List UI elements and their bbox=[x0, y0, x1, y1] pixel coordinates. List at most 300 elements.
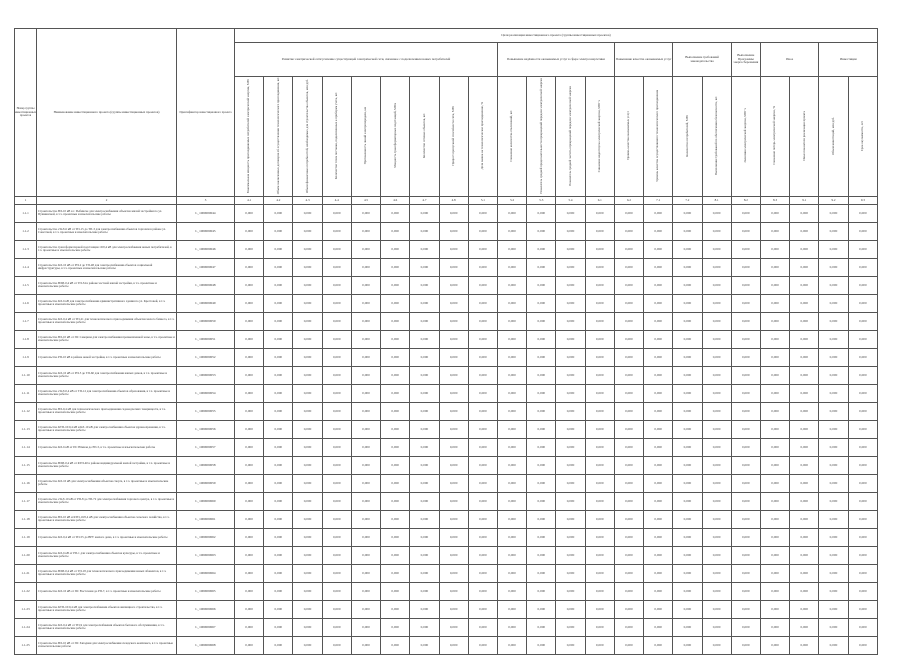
row-number-cell: 1.1.4 bbox=[15, 258, 37, 276]
indicator-value-cell: 0,000 bbox=[235, 456, 264, 474]
indicator-value-cell: 0,000 bbox=[790, 366, 819, 384]
indicator-value-cell: 0,000 bbox=[322, 564, 351, 582]
table-row bbox=[15, 348, 878, 366]
indicator-value-cell: 0,000 bbox=[410, 600, 439, 618]
indicator-value-cell: 0,000 bbox=[497, 384, 526, 402]
indicator-value-cell: 0,000 bbox=[673, 348, 702, 366]
indicator-value-cell: 0,000 bbox=[264, 330, 293, 348]
indicator-value-cell: 0,000 bbox=[614, 510, 643, 528]
indicator-value-cell: 0,000 bbox=[293, 492, 322, 510]
indicator-value-cell: 0,000 bbox=[760, 564, 789, 582]
indicator-value-cell: 0,000 bbox=[381, 384, 410, 402]
indicator-value-cell: 0,000 bbox=[731, 330, 760, 348]
indicator-value-cell: 0,000 bbox=[585, 456, 614, 474]
indicator-value-cell: 0,000 bbox=[410, 546, 439, 564]
column-number: 4.4 bbox=[322, 196, 351, 204]
indicator-value-cell: 0,000 bbox=[556, 276, 585, 294]
indicator-value-cell: 0,000 bbox=[644, 618, 673, 636]
column-number: 7.1 bbox=[644, 196, 673, 204]
project-id-cell: L_1000000050 bbox=[177, 312, 235, 330]
indicator-value-cell: 0,000 bbox=[790, 222, 819, 240]
indicator-value-cell: 0,000 bbox=[468, 384, 497, 402]
indicator-value-cell: 0,000 bbox=[556, 384, 585, 402]
indicator-value-cell: 0,000 bbox=[497, 204, 526, 222]
indicator-value-cell: 0,000 bbox=[790, 456, 819, 474]
indicator-value-cell: 0,000 bbox=[644, 564, 673, 582]
indicator-value-cell: 0,000 bbox=[468, 222, 497, 240]
table-row bbox=[15, 582, 878, 600]
goals-group-header: Цели реализации инвестиционного проекта (группы инвестиционных проектов) bbox=[235, 29, 878, 43]
indicator-value-cell: 0,000 bbox=[264, 456, 293, 474]
indicator-value-cell: 0,000 bbox=[527, 348, 556, 366]
indicator-value-cell: 0,000 bbox=[439, 312, 468, 330]
indicator-value-cell: 0,000 bbox=[614, 600, 643, 618]
indicator-value-cell: 0,000 bbox=[381, 402, 410, 420]
indicator-value-cell: 0,000 bbox=[293, 582, 322, 600]
goal-group-header: Повышение надёжности оказываемых услуг в сфере электроэнергетики bbox=[497, 43, 614, 77]
indicator-value-cell: 0,000 bbox=[644, 492, 673, 510]
indicator-value-cell: 0,000 bbox=[614, 384, 643, 402]
indicator-value-cell: 0,000 bbox=[644, 240, 673, 258]
row-number-cell: 1.1.7 bbox=[15, 312, 37, 330]
indicator-value-cell: 0,000 bbox=[614, 294, 643, 312]
row-number-cell: 1.1.9 bbox=[15, 348, 37, 366]
indicator-value-cell: 0,000 bbox=[673, 384, 702, 402]
indicator-value-cell: 0,000 bbox=[848, 600, 878, 618]
indicator-value-cell: 0,000 bbox=[848, 384, 878, 402]
indicator-value-cell: 0,000 bbox=[381, 294, 410, 312]
project-id-cell: L_1000000061 bbox=[177, 510, 235, 528]
indicator-value-cell: 0,000 bbox=[235, 294, 264, 312]
indicator-value-cell: 0,000 bbox=[848, 492, 878, 510]
indicator-value-cell: 0,000 bbox=[293, 240, 322, 258]
indicator-value-cell: 0,000 bbox=[381, 528, 410, 546]
indicator-value-cell: 0,000 bbox=[556, 528, 585, 546]
indicator-value-cell: 0,000 bbox=[439, 330, 468, 348]
indicator-value-cell: 0,000 bbox=[410, 582, 439, 600]
indicator-value-cell: 0,000 bbox=[322, 276, 351, 294]
indicator-value-cell: 0,000 bbox=[673, 240, 702, 258]
indicator-value-cell: 0,000 bbox=[381, 312, 410, 330]
indicator-column-label: Уровень качества осуществляемого технологического присоединения bbox=[655, 89, 660, 182]
indicator-column-label: Количество потребителей, МВт bbox=[684, 114, 689, 157]
indicator-value-cell: 0,000 bbox=[235, 420, 264, 438]
indicator-value-cell: 0,000 bbox=[644, 204, 673, 222]
column-number: 9.1 bbox=[790, 196, 819, 204]
indicator-value-cell: 0,000 bbox=[819, 492, 848, 510]
indicator-value-cell: 0,000 bbox=[351, 312, 380, 330]
indicator-value-cell: 0,000 bbox=[644, 636, 673, 654]
indicator-value-cell: 0,000 bbox=[614, 258, 643, 276]
indicator-value-cell: 0,000 bbox=[351, 546, 380, 564]
indicator-value-cell: 0,000 bbox=[468, 582, 497, 600]
indicator-value-cell: 0,000 bbox=[848, 348, 878, 366]
indicator-value-cell: 0,000 bbox=[468, 528, 497, 546]
indicator-value-cell: 0,000 bbox=[702, 564, 731, 582]
indicator-value-cell: 0,000 bbox=[293, 312, 322, 330]
indicator-value-cell: 0,000 bbox=[819, 330, 848, 348]
project-name-cell: Строительство 2 КЛ-10 кВ от РП-8 до ТП-72 для электроснабжения торгового центра, в т.ч. проектные и изыскательские работы bbox=[37, 492, 177, 510]
indicator-value-cell: 0,000 bbox=[556, 330, 585, 348]
project-name-cell: Строительство КЛ-6 кВ для электроснабжения административного здания по ул. Крестовой, в т.ч. проектные и изыскательские работы bbox=[37, 294, 177, 312]
indicator-value-cell: 0,000 bbox=[556, 402, 585, 420]
indicator-value-cell: 0,000 bbox=[235, 330, 264, 348]
indicator-value-cell: 0,000 bbox=[556, 618, 585, 636]
indicator-column-label: Объем заключенных договоров об осуществлении технологического присоединения, шт. bbox=[275, 77, 280, 195]
indicator-value-cell: 0,000 bbox=[497, 582, 526, 600]
indicator-value-cell: 0,000 bbox=[527, 312, 556, 330]
indicator-value-cell: 0,000 bbox=[235, 240, 264, 258]
indicator-value-cell: 0,000 bbox=[556, 240, 585, 258]
indicator-value-cell: 0,000 bbox=[819, 204, 848, 222]
indicator-value-cell: 0,000 bbox=[410, 492, 439, 510]
indicator-value-cell: 0,000 bbox=[702, 258, 731, 276]
indicator-value-cell: 0,000 bbox=[644, 276, 673, 294]
indicator-value-cell: 0,000 bbox=[293, 438, 322, 456]
indicator-value-cell: 0,000 bbox=[322, 636, 351, 654]
indicator-value-cell: 0,000 bbox=[848, 582, 878, 600]
project-id-cell: L_1000000065 bbox=[177, 582, 235, 600]
indicator-value-cell: 0,000 bbox=[848, 528, 878, 546]
indicator-value-cell: 0,000 bbox=[410, 528, 439, 546]
indicator-value-cell: 0,000 bbox=[235, 384, 264, 402]
indicator-value-cell: 0,000 bbox=[702, 348, 731, 366]
indicator-value-cell: 0,000 bbox=[410, 204, 439, 222]
project-name-cell: Строительство трансформаторной подстанции 10/0,4 кВ для электроснабжения новых потребителей, в т.ч. проектные и изыскательские работы bbox=[37, 240, 177, 258]
indicator-column-header bbox=[322, 77, 351, 197]
project-id-cell: L_1000000059 bbox=[177, 474, 235, 492]
indicator-value-cell: 0,000 bbox=[731, 258, 760, 276]
indicator-column-label: Мощность трансформаторных подстанций, МВА bbox=[392, 103, 397, 169]
indicator-value-cell: 0,000 bbox=[293, 330, 322, 348]
indicator-value-cell: 0,000 bbox=[819, 456, 848, 474]
indicator-value-cell: 0,000 bbox=[614, 222, 643, 240]
indicator-value-cell: 0,000 bbox=[585, 294, 614, 312]
indicator-value-cell: 0,000 bbox=[731, 240, 760, 258]
indicator-value-cell: 0,000 bbox=[235, 402, 264, 420]
indicator-value-cell: 0,000 bbox=[673, 510, 702, 528]
indicator-value-cell: 0,000 bbox=[585, 564, 614, 582]
indicator-value-cell: 0,000 bbox=[497, 636, 526, 654]
indicator-value-cell: 0,000 bbox=[673, 438, 702, 456]
indicator-value-cell: 0,000 bbox=[644, 294, 673, 312]
project-id-cell: L_1000000046 bbox=[177, 240, 235, 258]
indicator-value-cell: 0,000 bbox=[468, 600, 497, 618]
indicator-value-cell: 0,000 bbox=[556, 258, 585, 276]
indicator-value-cell: 0,000 bbox=[235, 510, 264, 528]
indicator-value-cell: 0,000 bbox=[673, 294, 702, 312]
indicator-value-cell: 0,000 bbox=[410, 240, 439, 258]
project-id-cell: L_1000000063 bbox=[177, 546, 235, 564]
indicator-value-cell: 0,000 bbox=[410, 420, 439, 438]
indicator-value-cell: 0,000 bbox=[264, 348, 293, 366]
goal-group-header: Развитие электрической сети/усиление существующей электрической сети, связанное с подключением новых потребителей bbox=[235, 43, 498, 77]
indicator-value-cell: 0,000 bbox=[702, 384, 731, 402]
indicator-value-cell: 0,000 bbox=[293, 510, 322, 528]
indicator-value-cell: 0,000 bbox=[819, 294, 848, 312]
indicator-value-cell: 0,000 bbox=[497, 276, 526, 294]
indicator-value-cell: 0,000 bbox=[790, 384, 819, 402]
column-number: 4.6 bbox=[381, 196, 410, 204]
indicator-value-cell: 0,000 bbox=[410, 510, 439, 528]
indicator-value-cell: 0,000 bbox=[614, 276, 643, 294]
indicator-value-cell: 0,000 bbox=[264, 294, 293, 312]
indicator-column-header bbox=[614, 77, 643, 197]
indicator-value-cell: 0,000 bbox=[293, 456, 322, 474]
indicator-value-cell: 0,000 bbox=[497, 420, 526, 438]
indicator-value-cell: 0,000 bbox=[497, 492, 526, 510]
indicator-value-cell: 0,000 bbox=[848, 258, 878, 276]
indicator-value-cell: 0,000 bbox=[731, 582, 760, 600]
indicator-value-cell: 0,000 bbox=[439, 438, 468, 456]
indicator-value-cell: 0,000 bbox=[556, 510, 585, 528]
indicator-value-cell: 0,000 bbox=[468, 420, 497, 438]
row-number-cell: 1.1.20 bbox=[15, 546, 37, 564]
indicator-value-cell: 0,000 bbox=[673, 600, 702, 618]
indicator-value-cell: 0,000 bbox=[322, 294, 351, 312]
indicator-value-cell: 0,000 bbox=[731, 528, 760, 546]
table-row bbox=[15, 384, 878, 402]
indicator-value-cell: 0,000 bbox=[585, 330, 614, 348]
table-row bbox=[15, 492, 878, 510]
indicator-value-cell: 0,000 bbox=[673, 564, 702, 582]
project-name-header: Наименование инвестиционного проекта (группы инвестиционных проектов) bbox=[37, 29, 177, 197]
indicator-value-cell: 0,000 bbox=[556, 438, 585, 456]
row-number-cell: 1.1.25 bbox=[15, 636, 37, 654]
row-number-cell: 1.1.17 bbox=[15, 492, 37, 510]
indicator-value-cell: 0,000 bbox=[497, 438, 526, 456]
indicator-value-cell: 0,000 bbox=[585, 420, 614, 438]
indicator-value-cell: 0,000 bbox=[410, 258, 439, 276]
indicator-value-cell: 0,000 bbox=[585, 618, 614, 636]
indicator-value-cell: 0,000 bbox=[614, 474, 643, 492]
indicator-value-cell: 0,000 bbox=[585, 600, 614, 618]
indicator-value-cell: 0,000 bbox=[351, 222, 380, 240]
indicator-column-header bbox=[673, 77, 702, 197]
indicator-value-cell: 0,000 bbox=[527, 384, 556, 402]
indicator-value-cell: 0,000 bbox=[497, 348, 526, 366]
indicator-value-cell: 0,000 bbox=[381, 582, 410, 600]
indicator-value-cell: 0,000 bbox=[293, 384, 322, 402]
indicator-value-cell: 0,000 bbox=[848, 510, 878, 528]
project-name-cell: Строительство КЛ-0,4 кВ от ТП-55 до ВРУ жилого дома, в т.ч. проектные и изыскательские работы bbox=[37, 528, 177, 546]
indicator-value-cell: 0,000 bbox=[351, 528, 380, 546]
indicator-value-cell: 0,000 bbox=[497, 456, 526, 474]
project-id-cell: L_1000000056 bbox=[177, 420, 235, 438]
row-number-header: Номер группы инвестиционных проектов bbox=[15, 29, 37, 197]
indicator-value-cell: 0,000 bbox=[702, 312, 731, 330]
indicator-value-cell: 0,000 bbox=[351, 294, 380, 312]
indicator-value-cell: 0,000 bbox=[585, 312, 614, 330]
indicator-value-cell: 0,000 bbox=[702, 366, 731, 384]
indicator-value-cell: 0,000 bbox=[381, 330, 410, 348]
indicator-value-cell: 0,000 bbox=[731, 312, 760, 330]
indicator-value-cell: 0,000 bbox=[760, 348, 789, 366]
indicator-value-cell: 0,000 bbox=[644, 546, 673, 564]
indicator-value-cell: 0,000 bbox=[702, 618, 731, 636]
indicator-value-cell: 0,000 bbox=[848, 240, 878, 258]
indicator-value-cell: 0,000 bbox=[235, 618, 264, 636]
indicator-value-cell: 0,000 bbox=[731, 492, 760, 510]
indicator-value-cell: 0,000 bbox=[614, 564, 643, 582]
indicator-value-cell: 0,000 bbox=[293, 618, 322, 636]
indicator-value-cell: 0,000 bbox=[322, 438, 351, 456]
indicator-value-cell: 0,000 bbox=[731, 474, 760, 492]
indicator-value-cell: 0,000 bbox=[673, 330, 702, 348]
table-row bbox=[15, 510, 878, 528]
indicator-value-cell: 0,000 bbox=[381, 600, 410, 618]
indicator-value-cell: 0,000 bbox=[673, 312, 702, 330]
indicator-value-cell: 0,000 bbox=[351, 384, 380, 402]
indicator-value-cell: 0,000 bbox=[731, 456, 760, 474]
indicator-value-cell: 0,000 bbox=[468, 474, 497, 492]
indicator-value-cell: 0,000 bbox=[585, 348, 614, 366]
indicator-value-cell: 0,000 bbox=[322, 528, 351, 546]
indicator-value-cell: 0,000 bbox=[673, 420, 702, 438]
project-id-cell: L_1000000048 bbox=[177, 276, 235, 294]
project-id-cell: L_1000000068 bbox=[177, 636, 235, 654]
project-id-cell: L_1000000055 bbox=[177, 402, 235, 420]
indicator-value-cell: 0,000 bbox=[819, 240, 848, 258]
indicator-value-cell: 0,000 bbox=[293, 636, 322, 654]
row-number-cell: 1.1.5 bbox=[15, 276, 37, 294]
indicator-value-cell: 0,000 bbox=[644, 456, 673, 474]
indicator-value-cell: 0,000 bbox=[527, 222, 556, 240]
indicator-value-cell: 0,000 bbox=[644, 366, 673, 384]
indicator-value-cell: 0,000 bbox=[381, 366, 410, 384]
indicator-value-cell: 0,000 bbox=[848, 366, 878, 384]
indicator-value-cell: 0,000 bbox=[556, 564, 585, 582]
project-id-cell: L_1000000058 bbox=[177, 456, 235, 474]
indicator-value-cell: 0,000 bbox=[760, 384, 789, 402]
indicator-value-cell: 0,000 bbox=[556, 636, 585, 654]
indicator-value-cell: 0,000 bbox=[848, 474, 878, 492]
project-name-cell: Строительство КЛ-10 кВ от РП-5 до ТП-60 для электроснабжения жилых домов, в т.ч. проектные и изыскательские работы bbox=[37, 366, 177, 384]
project-id-header: Идентификатор инвестиционного проекта bbox=[177, 29, 235, 197]
indicator-value-cell: 0,000 bbox=[644, 582, 673, 600]
indicator-value-cell: 0,000 bbox=[293, 528, 322, 546]
indicator-value-cell: 0,000 bbox=[381, 420, 410, 438]
row-number-cell: 1.1.12 bbox=[15, 402, 37, 420]
indicator-value-cell: 0,000 bbox=[439, 420, 468, 438]
indicator-value-cell: 0,000 bbox=[614, 528, 643, 546]
indicator-value-cell: 0,000 bbox=[527, 420, 556, 438]
indicator-value-cell: 0,000 bbox=[264, 312, 293, 330]
indicator-value-cell: 0,000 bbox=[235, 600, 264, 618]
indicator-value-cell: 0,000 bbox=[322, 366, 351, 384]
indicator-value-cell: 0,000 bbox=[264, 366, 293, 384]
indicator-value-cell: 0,000 bbox=[760, 402, 789, 420]
indicator-value-cell: 0,000 bbox=[702, 546, 731, 564]
indicator-value-cell: 0,000 bbox=[439, 618, 468, 636]
indicator-value-cell: 0,000 bbox=[819, 276, 848, 294]
indicator-value-cell: 0,000 bbox=[790, 474, 819, 492]
project-name-cell: Строительство ВЛ-10 кВ и КТП-10/0,4 кВ для электроснабжения объектов сельского хозяйства, в т.ч. проектные и изыскательские работы bbox=[37, 510, 177, 528]
indicator-value-cell: 0,000 bbox=[760, 474, 789, 492]
indicator-value-cell: 0,000 bbox=[731, 204, 760, 222]
indicator-value-cell: 0,000 bbox=[322, 420, 351, 438]
project-name-cell: Строительство КЛ-6 кВ от РП-1 для электроснабжения объектов культуры, в т.ч. проектные и изыскательские работы bbox=[37, 546, 177, 564]
indicator-value-cell: 0,000 bbox=[468, 618, 497, 636]
project-id-cell: L_1000000053 bbox=[177, 366, 235, 384]
row-number-cell: 1.1.2 bbox=[15, 222, 37, 240]
indicator-value-cell: 0,000 bbox=[790, 330, 819, 348]
indicator-value-cell: 0,000 bbox=[819, 474, 848, 492]
indicator-value-cell: 0,000 bbox=[673, 366, 702, 384]
column-number: 4.3 bbox=[293, 196, 322, 204]
indicator-value-cell: 0,000 bbox=[468, 492, 497, 510]
indicator-value-cell: 0,000 bbox=[322, 474, 351, 492]
indicator-value-cell: 0,000 bbox=[585, 492, 614, 510]
indicator-value-cell: 0,000 bbox=[819, 348, 848, 366]
indicator-value-cell: 0,000 bbox=[293, 600, 322, 618]
indicator-value-cell: 0,000 bbox=[527, 258, 556, 276]
column-number: 5.3 bbox=[527, 196, 556, 204]
indicator-value-cell: 0,000 bbox=[644, 402, 673, 420]
indicator-value-cell: 0,000 bbox=[410, 618, 439, 636]
indicator-value-cell: 0,000 bbox=[760, 510, 789, 528]
table-row bbox=[15, 402, 878, 420]
table-row bbox=[15, 294, 878, 312]
project-id-cell: L_1000000049 bbox=[177, 294, 235, 312]
indicator-value-cell: 0,000 bbox=[819, 222, 848, 240]
indicator-value-cell: 0,000 bbox=[790, 294, 819, 312]
indicator-value-cell: 0,000 bbox=[264, 510, 293, 528]
indicator-value-cell: 0,000 bbox=[644, 438, 673, 456]
column-number: 4.1 bbox=[235, 196, 264, 204]
indicator-value-cell: 0,000 bbox=[527, 636, 556, 654]
row-number-cell: 1.1.10 bbox=[15, 366, 37, 384]
indicator-value-cell: 0,000 bbox=[235, 222, 264, 240]
indicator-value-cell: 0,000 bbox=[322, 258, 351, 276]
indicator-value-cell: 0,000 bbox=[235, 474, 264, 492]
indicator-value-cell: 0,000 bbox=[556, 474, 585, 492]
indicator-value-cell: 0,000 bbox=[848, 222, 878, 240]
indicator-value-cell: 0,000 bbox=[322, 312, 351, 330]
indicator-value-cell: 0,000 bbox=[702, 474, 731, 492]
indicator-value-cell: 0,000 bbox=[848, 618, 878, 636]
indicator-value-cell: 0,000 bbox=[731, 348, 760, 366]
indicator-value-cell: 0,000 bbox=[527, 528, 556, 546]
indicator-value-cell: 0,000 bbox=[527, 474, 556, 492]
indicator-value-cell: 0,000 bbox=[351, 240, 380, 258]
indicator-value-cell: 0,000 bbox=[410, 402, 439, 420]
indicator-value-cell: 0,000 bbox=[702, 492, 731, 510]
indicator-value-cell: 0,000 bbox=[497, 546, 526, 564]
indicator-value-cell: 0,000 bbox=[819, 312, 848, 330]
indicator-value-cell: 0,000 bbox=[527, 546, 556, 564]
indicator-value-cell: 0,000 bbox=[614, 348, 643, 366]
indicator-value-cell: 0,000 bbox=[644, 420, 673, 438]
indicator-value-cell: 0,000 bbox=[381, 276, 410, 294]
indicator-value-cell: 0,000 bbox=[410, 456, 439, 474]
indicator-value-cell: 0,000 bbox=[381, 348, 410, 366]
indicator-value-cell: 0,000 bbox=[264, 618, 293, 636]
indicator-value-cell: 0,000 bbox=[381, 510, 410, 528]
indicator-value-cell: 0,000 bbox=[322, 240, 351, 258]
indicator-value-cell: 0,000 bbox=[585, 474, 614, 492]
indicator-value-cell: 0,000 bbox=[439, 564, 468, 582]
indicator-value-cell: 0,000 bbox=[790, 564, 819, 582]
indicator-value-cell: 0,000 bbox=[468, 240, 497, 258]
indicator-value-cell: 0,000 bbox=[790, 546, 819, 564]
indicator-value-cell: 0,000 bbox=[439, 402, 468, 420]
indicator-value-cell: 0,000 bbox=[439, 294, 468, 312]
indicator-value-cell: 0,000 bbox=[497, 330, 526, 348]
indicator-column-header bbox=[731, 77, 760, 197]
indicator-value-cell: 0,000 bbox=[410, 222, 439, 240]
indicator-value-cell: 0,000 bbox=[264, 582, 293, 600]
